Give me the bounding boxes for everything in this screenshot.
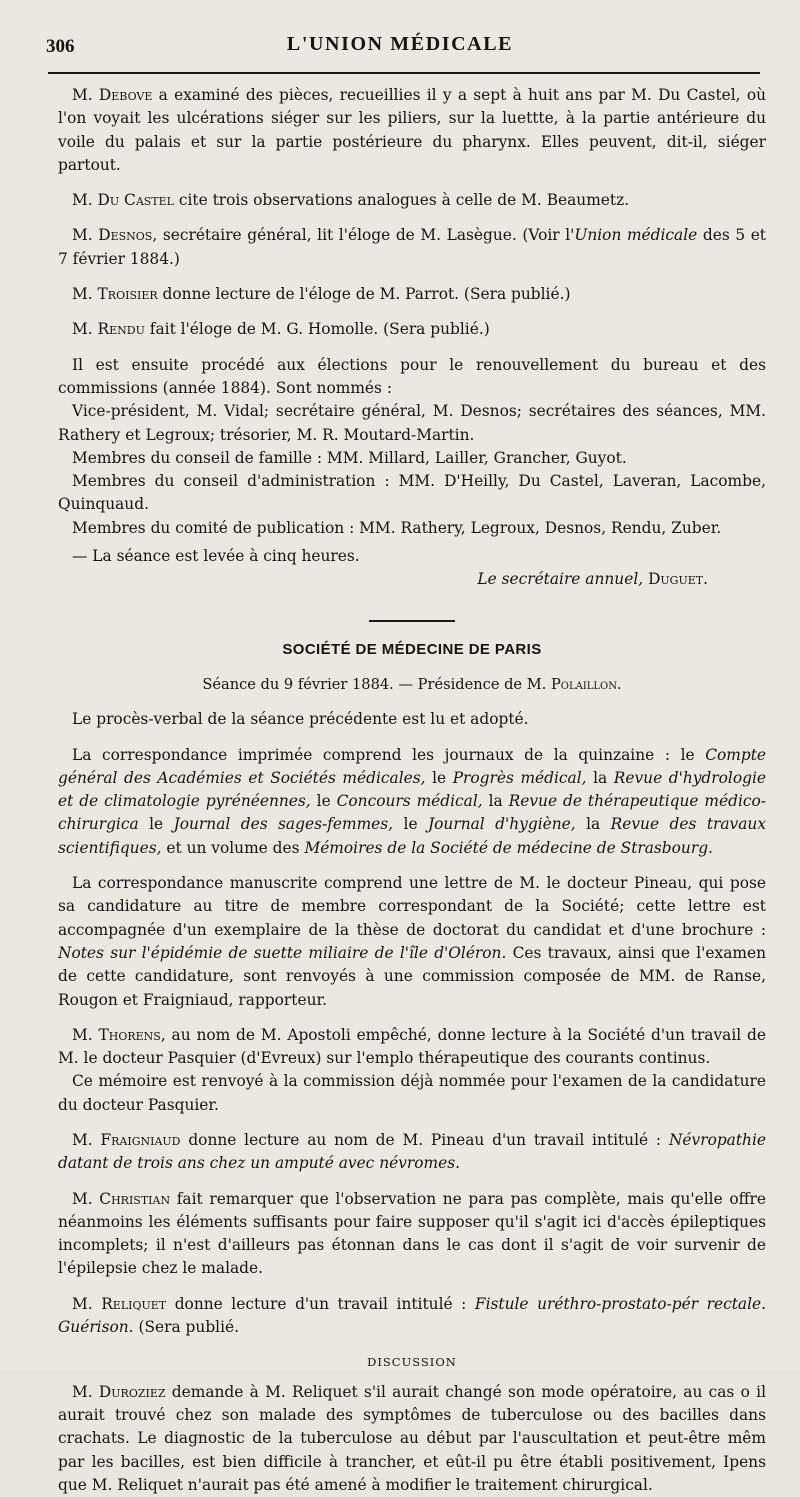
paragraph: Membres du comité de publication : MM. Rathery, Legroux, Desnos, Rendu, Zuber. bbox=[72, 518, 722, 537]
paragraph: M. Desnos, secrétaire général, lit l'éloge de M. Lasègue. (Voir l'Union médicale des 5 et 7 février 1884.) bbox=[58, 226, 766, 268]
paragraph: M. Debove a examiné des pièces, recueillies il y a sept à huit ans par M. Du Castel, où l'on voyait les ulcérations siéger sur les piliers, sur la luettte, à la partie antérieure du voile du palais et sur la partie postérieure du pharynx. Elles peuvent, dit-il, siéger partout. bbox=[58, 86, 767, 174]
page-number: 306 bbox=[46, 36, 75, 57]
society-title: SOCIÉTÉ DE MÉDECINE DE PARIS bbox=[282, 640, 542, 658]
paragraph: M. Christian fait remarquer que l'observation ne para pas complète, mais qu'elle offre néanmoins les éléments suffisants pour faire supposer qu'il s'agit ici d'accès épileptiques incomplets; il n'est d'ailleurs pas étonnan dans le cas dont il s'agit de voir survenir de l'épilepsie chez le malade. bbox=[58, 1189, 766, 1278]
paragraph: Il est ensuite procédé aux élections pour le renouvellement du bureau et des commissions (année 1884). Sont nommés : bbox=[58, 355, 766, 397]
speaker-name: M. Duroziez bbox=[72, 1382, 166, 1401]
paragraph: Membres du conseil d'administration : MM. D'Heilly, Du Castel, Laveran, Lacombe, Quinquaud. bbox=[58, 472, 766, 514]
paragraph: Vice-président, M. Vidal; secrétaire général, M. Desnos; secrétaires des séances, MM. Rathery et Legroux; trésorier, M. R. Moutard-Martin. bbox=[58, 402, 766, 444]
paragraph: Le procès-verbal de la séance précédente est lu et adopté. bbox=[72, 710, 529, 729]
paragraph: La correspondance manuscrite comprend une lettre de M. le docteur Pineau, qui pose sa candidature au titre de membre correspondant de la Société; cette lettre est accompagnée d'un exemplaire de la thèse de doctorat du candidat et d'une brochure : Notes sur l'épidémie de suette miliaire de l'île d'Oléron. Ces travaux, ainsi que l'examen de cette candidature, sont renvoyés à une commission composée de MM. de Ranse, Rougon et Fraigniaud, rapporteur. bbox=[58, 874, 766, 1009]
speaker-name: M. Du Castel bbox=[72, 191, 174, 210]
page-header bbox=[0, 30, 800, 60]
paragraph: M. Reliquet donne lecture d'un travail intitulé : Fistule uréthro-prostato-pér rectale. Guérison. (Sera publié. bbox=[58, 1294, 767, 1337]
speaker-name: M. Thorens bbox=[72, 1025, 161, 1044]
paragraph: — La séance est levée à cinq heures. bbox=[72, 547, 360, 566]
speaker-name: M. Reliquet bbox=[72, 1294, 167, 1313]
paragraph: La correspondance imprimée comprend les journaux de la quinzaine : le Compte général des Académies et Sociétés médicales, le Progrès médical, la Revue d'hydrologie et de climatologie pyrénéennes, le Concours médical, la Revue de thérapeutique médico-chirurgica le Journal des sages-femmes, le Journal d'hygiène, la Revue des travaux scientifiques, et un volume des Mémoires de la Société de médecine de Strasbourg. bbox=[58, 745, 766, 857]
speaker-name: M. Troisier bbox=[72, 285, 158, 304]
paragraph: Ce mémoire est renvoyé à la commission déjà nommée pour l'examen de la candidature du docteur Pasquier. bbox=[58, 1072, 766, 1114]
speaker-name: M. Rendu bbox=[72, 320, 145, 339]
paragraph: M. Fraigniaud donne lecture au nom de M. Pineau d'un travail intitulé : Névropathie datant de trois ans chez un amputé avec névromes. bbox=[58, 1130, 766, 1173]
paragraph: M. Troisier donne lecture de l'éloge de M. Parrot. (Sera publié.) bbox=[72, 285, 571, 304]
session-line: Séance du 9 février 1884. — Présidence de M. Polaillon. bbox=[202, 675, 622, 693]
speaker-name: M. Fraigniaud bbox=[72, 1130, 181, 1149]
running-title: L'UNION MÉDICALE bbox=[286, 33, 514, 55]
speaker-name: M. Christian bbox=[72, 1189, 171, 1208]
paragraph: M. Duroziez demande à M. Reliquet s'il aurait changé son mode opératoire, au cas o il aurait trouvé chez son malade des symptômes de tuberculose ou des bacilles dans crachats. Le diagnostic de la tuberculose au début par l'auscultation et peut-être mêm par les bacilles, est bien difficile à trancher, et eût-il pu être établi positivement, Ipens que M. Reliquet n'aurait pas été amené à modifier le traitement chirurgical. bbox=[58, 1382, 766, 1494]
speaker-name: M. Desnos bbox=[72, 226, 153, 245]
paragraph: M. Du Castel cite trois observations analogues à celle de M. Beaumetz. bbox=[72, 191, 630, 210]
signature: Le secrétaire annuel, Duguet. bbox=[477, 570, 708, 589]
paragraph: Membres du conseil de famille : MM. Millard, Lailler, Grancher, Guyot. bbox=[72, 448, 627, 467]
article-body bbox=[58, 84, 766, 1497]
discussion-heading: DISCUSSION bbox=[367, 1355, 457, 1370]
header-rule bbox=[48, 72, 760, 74]
paragraph: M. Rendu fait l'éloge de M. G. Homolle. (Sera publié.) bbox=[72, 320, 490, 339]
paragraph: M. Thorens, au nom de M. Apostoli empêché, donne lecture à la Société d'un travail de M. le docteur Pasquier (d'Evreux) sur l'emplo thérapeutique des courants continus. bbox=[58, 1025, 766, 1068]
section-separator bbox=[369, 620, 455, 622]
speaker-name: M. Debove bbox=[72, 86, 153, 104]
